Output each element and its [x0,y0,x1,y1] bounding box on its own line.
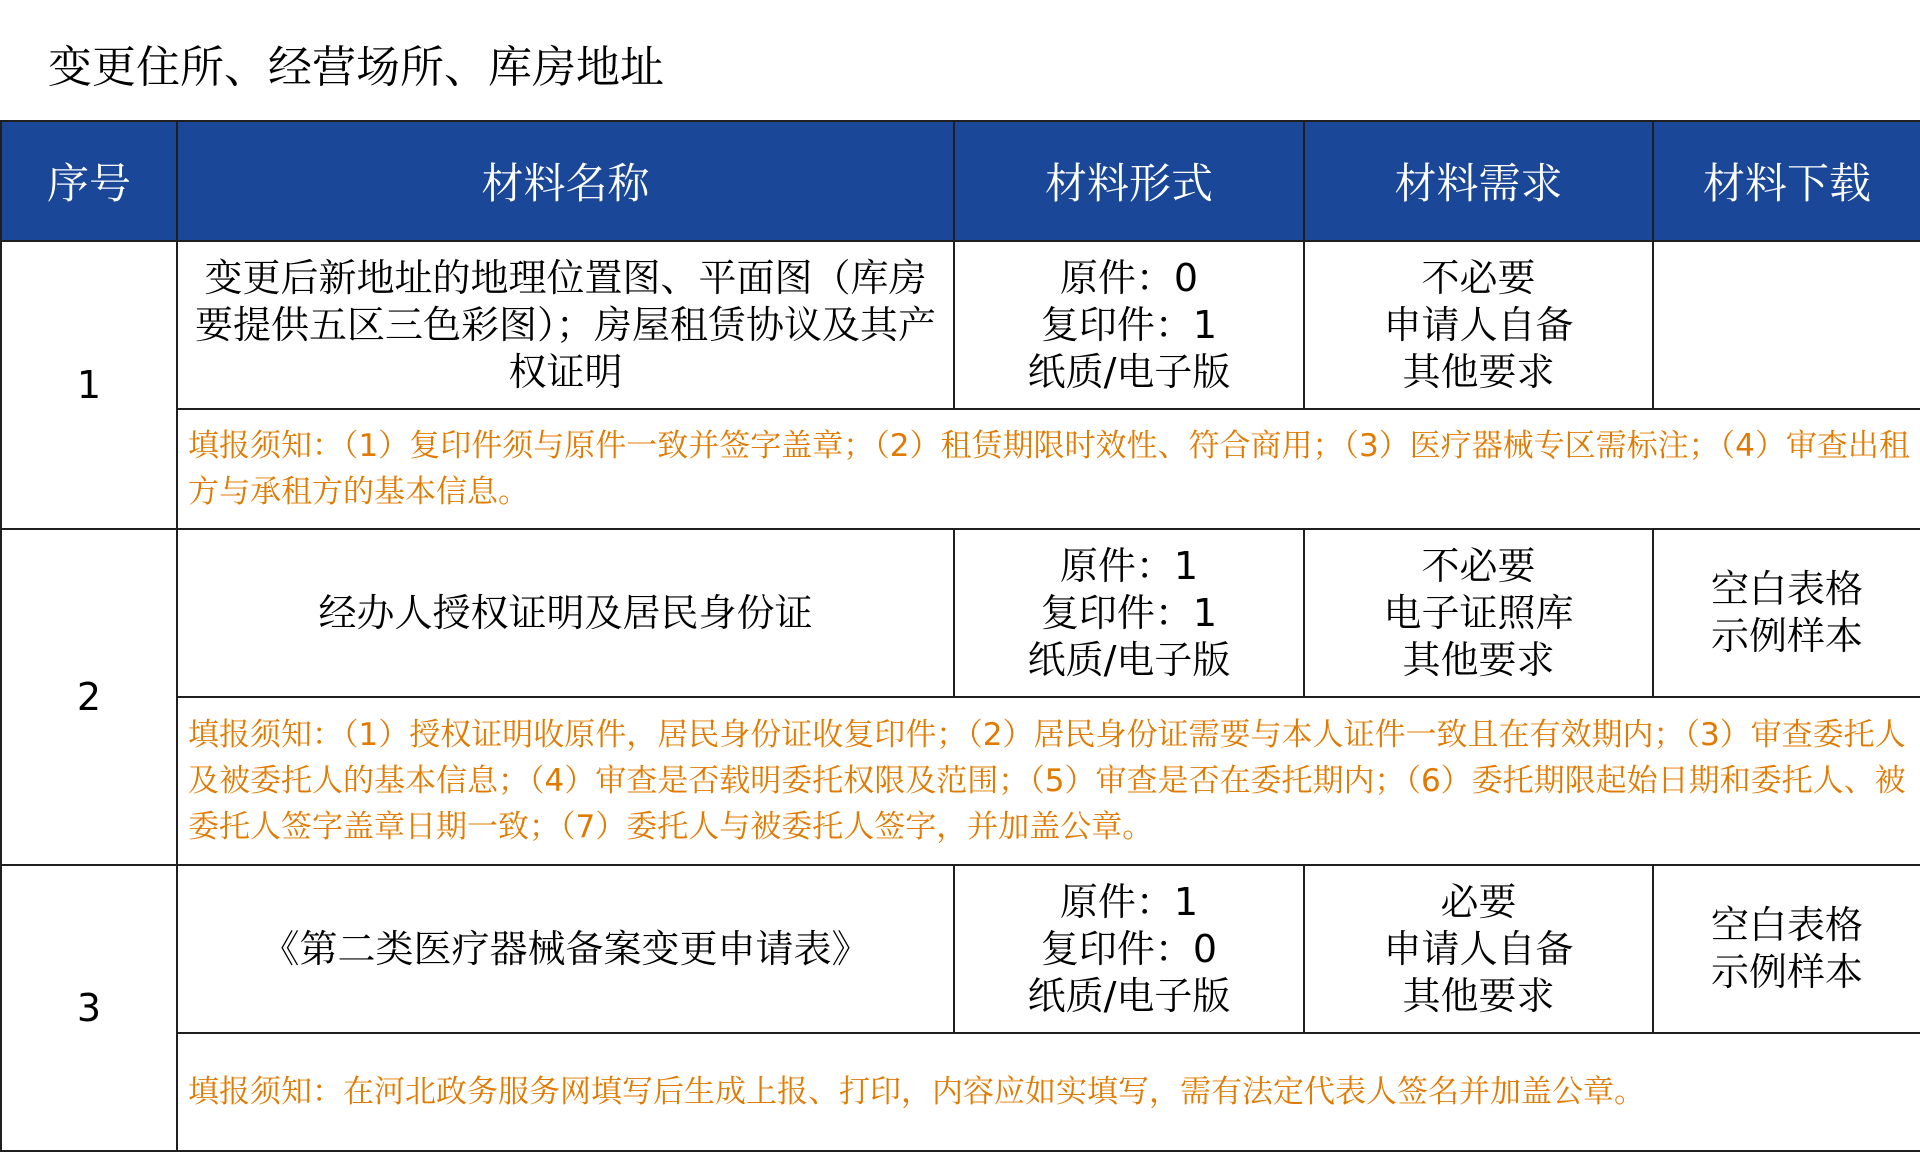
requirement-other-link[interactable]: 其他要求 [1402,973,1555,1018]
row-index: 1 [1,241,177,529]
download-blank-form-link[interactable]: 空白表格 [1710,903,1863,947]
form-medium: 纸质/电子版 [1027,349,1231,394]
material-download [1653,241,1920,409]
table-row [1,241,1920,409]
requirement-necessity: 必要 [1440,879,1517,924]
header-form: 材料形式 [954,121,1304,241]
requirement-necessity: 不必要 [1421,255,1536,300]
material-form [954,865,1304,1033]
requirement-necessity: 不必要 [1421,543,1536,588]
page-title: 变更住所、经营场所、库房地址 [48,42,664,93]
row-index: 2 [1,529,177,865]
material-name-text: 变更后新地址的地理位置图、平面图（库房要提供五区三色彩图）；房屋租赁协议及其产权证明 [194,255,936,394]
header-index: 序号 [1,121,177,241]
material-requirement [1304,865,1653,1033]
table-row [1,529,1920,697]
notice-text: 填报须知：在河北政务服务网填写后生成上报、打印，内容应如实填写，需有法定代表人签名并加盖公章。 [177,1033,1920,1151]
header-download: 材料下载 [1653,121,1920,241]
material-name-text: 《第二类医疗器械备案变更申请表》 [261,926,870,971]
form-copy: 复印件：1 [1040,302,1218,347]
requirement-source: 申请人自备 [1383,302,1574,347]
table-header-row [1,121,1920,241]
notice-text: 填报须知：（1）复印件须与原件一致并签字盖章；（2）租赁期限时效性、符合商用；（3）医疗器械专区需标注；（4）审查出租方与承租方的基本信息。 [177,409,1920,529]
material-name [177,241,954,409]
notice-row [1,697,1920,865]
material-requirement [1304,529,1653,697]
header-requirement: 材料需求 [1304,121,1653,241]
form-copy: 复印件：0 [1040,926,1218,971]
requirement-source: 申请人自备 [1383,926,1574,971]
material-requirement [1304,241,1653,409]
requirement-other-link[interactable]: 其他要求 [1402,349,1555,394]
requirement-source: 电子证照库 [1383,590,1574,635]
requirement-other-link[interactable]: 其他要求 [1402,637,1555,682]
table-row [1,865,1920,1033]
material-download [1653,865,1920,1033]
form-original: 原件：0 [1059,255,1199,300]
material-name [177,865,954,1033]
form-original: 原件：1 [1059,879,1199,924]
material-download [1653,529,1920,697]
form-copy: 复印件：1 [1040,590,1218,635]
download-sample-link[interactable]: 示例样本 [1710,614,1863,658]
material-form [954,529,1304,697]
form-medium: 纸质/电子版 [1027,637,1231,682]
download-blank-form-link[interactable]: 空白表格 [1710,567,1863,611]
notice-row [1,409,1920,529]
notice-text: 填报须知：（1）授权证明收原件，居民身份证收复印件；（2）居民身份证需要与本人证件一致且在有效期内；（3）审查委托人及被委托人的基本信息；（4）审查是否载明委托权限及范围；（5）审查是否在委托期内；（6）委托期限起始日期和委托人、被委托人签字盖章日期一致；（7）委托人与被委托人签字，并加盖公章。 [177,697,1920,865]
form-medium: 纸质/电子版 [1027,973,1231,1018]
materials-table [0,120,1920,1152]
form-original: 原件：1 [1059,543,1199,588]
material-name [177,529,954,697]
download-sample-link[interactable]: 示例样本 [1710,950,1863,994]
row-index: 3 [1,865,177,1151]
material-name-text: 经办人授权证明及居民身份证 [318,590,813,635]
notice-row [1,1033,1920,1151]
material-form [954,241,1304,409]
header-name: 材料名称 [177,121,954,241]
